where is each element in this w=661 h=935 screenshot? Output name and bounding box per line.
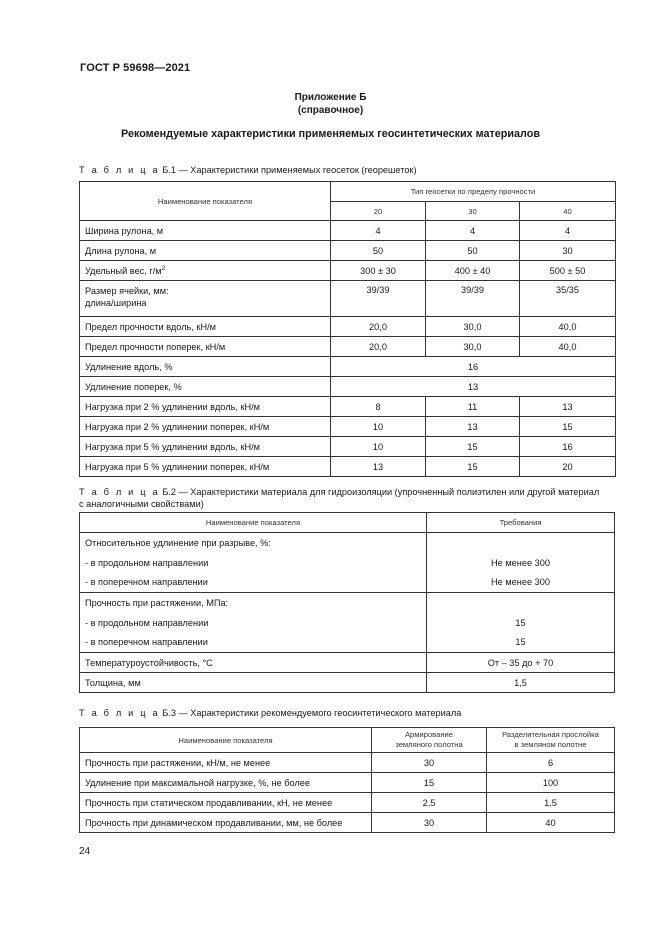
row-label: Удлинение вдоль, % — [80, 357, 331, 377]
cell: 39/39 — [331, 281, 426, 317]
table2-caption-line: с аналогичными свойствами) — [79, 499, 204, 509]
table1-header-name: Наименование показателя — [80, 182, 331, 221]
cell: 39/39 — [426, 281, 520, 317]
row-label: Нагрузка при 2 % удлинении вдоль, кН/м — [80, 397, 331, 417]
table2-header-requirements: Требования — [427, 513, 615, 533]
cell: 100 — [487, 773, 615, 793]
table3-caption — [79, 707, 461, 719]
cell: 20,0 — [331, 337, 426, 357]
cell-line: 15 — [515, 637, 526, 647]
table3-header-reinforcement — [372, 728, 487, 753]
page-number: 24 — [79, 846, 91, 857]
table3-header-separator — [487, 728, 615, 753]
cell-line: 15 — [515, 618, 526, 628]
table-row — [80, 241, 616, 261]
table-row — [80, 261, 616, 281]
table-row — [80, 773, 615, 793]
cell: 11 — [426, 397, 520, 417]
table-row — [80, 397, 616, 417]
header-line: земляного полотна — [395, 740, 463, 749]
cell: 30 — [372, 753, 487, 773]
cell: 40,0 — [520, 337, 616, 357]
table-row — [80, 533, 615, 593]
table-row — [80, 357, 616, 377]
row-label-line: - в продольном направлении — [85, 558, 209, 568]
row-label — [80, 593, 427, 653]
cell: 50 — [426, 241, 520, 261]
table-row — [80, 813, 615, 833]
cell: 35/35 — [520, 281, 616, 317]
appendix-title: Приложение Б — [294, 92, 367, 103]
row-label: Прочность при статическом продавливании, кН, не менее — [80, 793, 372, 813]
table1-header-group: Тип геосетки по пределу прочности — [331, 182, 616, 202]
row-label: Удлинение при максимальной нагрузке, %, не более — [80, 773, 372, 793]
table-row — [80, 673, 615, 693]
row-label-line: - в продольном направлении — [85, 618, 209, 628]
cell: 15 — [520, 417, 616, 437]
row-label-line: Прочность при растяжении, МПа: — [85, 598, 229, 608]
row-label: Прочность при динамическом продавливании, мм, не более — [80, 813, 372, 833]
row-label — [80, 261, 331, 281]
cell-line: Не менее 300 — [491, 577, 550, 587]
cell: 300 ± 30 — [331, 261, 426, 281]
cell: 20 — [520, 457, 616, 477]
row-label — [80, 533, 427, 593]
table-b1 — [79, 181, 616, 477]
cell: От – 35 до + 70 — [427, 653, 615, 673]
table-row — [80, 593, 615, 653]
cell: 16 — [331, 357, 616, 377]
header-line: в земляном полотне — [514, 740, 587, 749]
cell: 13 — [426, 417, 520, 437]
row-label-line: - в поперечном направлении — [85, 577, 208, 587]
table-row — [80, 457, 616, 477]
table-b3 — [79, 727, 615, 833]
cell: 1,5 — [487, 793, 615, 813]
cell: 8 — [331, 397, 426, 417]
cell: 15 — [372, 773, 487, 793]
row-label: Удлинение поперек, % — [80, 377, 331, 397]
cell — [427, 533, 615, 593]
header-line: Разделительная прослойка — [502, 730, 599, 739]
row-label: Толщина, мм — [80, 673, 427, 693]
cell: 30 — [372, 813, 487, 833]
standard-number: ГОСТ Р 59698—2021 — [80, 62, 191, 74]
row-label: Предел прочности вдоль, кН/м — [80, 317, 331, 337]
cell-line: Не менее 300 — [491, 558, 550, 568]
cell: 13 — [331, 377, 616, 397]
cell: 4 — [520, 221, 616, 241]
cell: 500 ± 50 — [520, 261, 616, 281]
table-row — [80, 793, 615, 813]
cell: 1,5 — [427, 673, 615, 693]
table1-col-20: 20 — [331, 202, 426, 221]
cell: 30,0 — [426, 317, 520, 337]
table2-caption-text: Б.2 — Характеристики материала для гидроизоляции (упрочненный полиэтилен или другой материал — [159, 487, 600, 497]
cell: 13 — [520, 397, 616, 417]
table-row — [80, 281, 616, 317]
row-label: Нагрузка при 2 % удлинении поперек, кН/м — [80, 417, 331, 437]
cell: 40,0 — [520, 317, 616, 337]
table3-header-name: Наименование показателя — [80, 728, 372, 753]
row-label: Прочность при растяжении, кН/м, не менее — [80, 753, 372, 773]
appendix-heading: Рекомендуемые характеристики применяемых геосинтетических материалов — [121, 128, 540, 140]
table-row — [80, 653, 615, 673]
cell: 15 — [426, 437, 520, 457]
cell: 15 — [426, 457, 520, 477]
row-label: Предел прочности поперек, кН/м — [80, 337, 331, 357]
table-row — [80, 317, 616, 337]
cell-line — [432, 593, 609, 613]
table-row — [80, 377, 616, 397]
table-row — [80, 221, 616, 241]
cell: 13 — [331, 457, 426, 477]
table3-caption-text: Б.3 — Характеристики рекомендуемого геосинтетического материала — [159, 708, 462, 718]
cell-line — [432, 533, 609, 553]
cell: 30,0 — [426, 337, 520, 357]
table-b2 — [79, 512, 615, 693]
row-label-line: Относительное удлинение при разрыве, %: — [85, 538, 271, 548]
header-line: Армирование — [404, 730, 454, 739]
appendix-subtitle: (справочное) — [297, 105, 364, 116]
cell: 50 — [331, 241, 426, 261]
row-label-text: Удельный вес, г/м — [85, 266, 162, 277]
cell: 40 — [487, 813, 615, 833]
superscript: 2 — [161, 264, 166, 272]
table-row — [80, 417, 616, 437]
table1-col-30: 30 — [426, 202, 520, 221]
row-label: Нагрузка при 5 % удлинении вдоль, кН/м — [80, 437, 331, 457]
row-label-line: длина/ширина — [85, 298, 147, 308]
row-label: Нагрузка при 5 % удлинении поперек, кН/м — [80, 457, 331, 477]
cell: 4 — [426, 221, 520, 241]
cell: 6 — [487, 753, 615, 773]
table-row — [80, 753, 615, 773]
table2-caption-line — [79, 486, 599, 498]
cell: 10 — [331, 437, 426, 457]
table1-caption-text: Б.1 — Характеристики применяемых геосеток (георешеток) — [159, 165, 417, 175]
cell: 10 — [331, 417, 426, 437]
row-label: Температуроустойчивость, °С — [80, 653, 427, 673]
cell: 400 ± 40 — [426, 261, 520, 281]
cell: 16 — [520, 437, 616, 457]
table1-caption — [79, 164, 417, 176]
table-row — [80, 437, 616, 457]
row-label-line: - в поперечном направлении — [85, 637, 208, 647]
row-label: Ширина рулона, м — [80, 221, 331, 241]
cell: 30 — [520, 241, 616, 261]
table-row — [80, 337, 616, 357]
table1-col-40: 40 — [520, 202, 616, 221]
table1-caption-prefix: Т а б л и ц а — [79, 165, 160, 175]
row-label-line: Размер ячейки, мм: — [85, 286, 169, 296]
cell: 20,0 — [331, 317, 426, 337]
table2-caption-prefix: Т а б л и ц а — [79, 487, 160, 497]
row-label — [80, 281, 331, 317]
row-label: Длина рулона, м — [80, 241, 331, 261]
cell: 4 — [331, 221, 426, 241]
table3-caption-prefix: Т а б л и ц а — [79, 708, 160, 718]
cell — [427, 593, 615, 653]
table2-header-name: Наименование показателя — [80, 513, 427, 533]
cell: 2,5 — [372, 793, 487, 813]
table2-caption — [79, 486, 599, 510]
